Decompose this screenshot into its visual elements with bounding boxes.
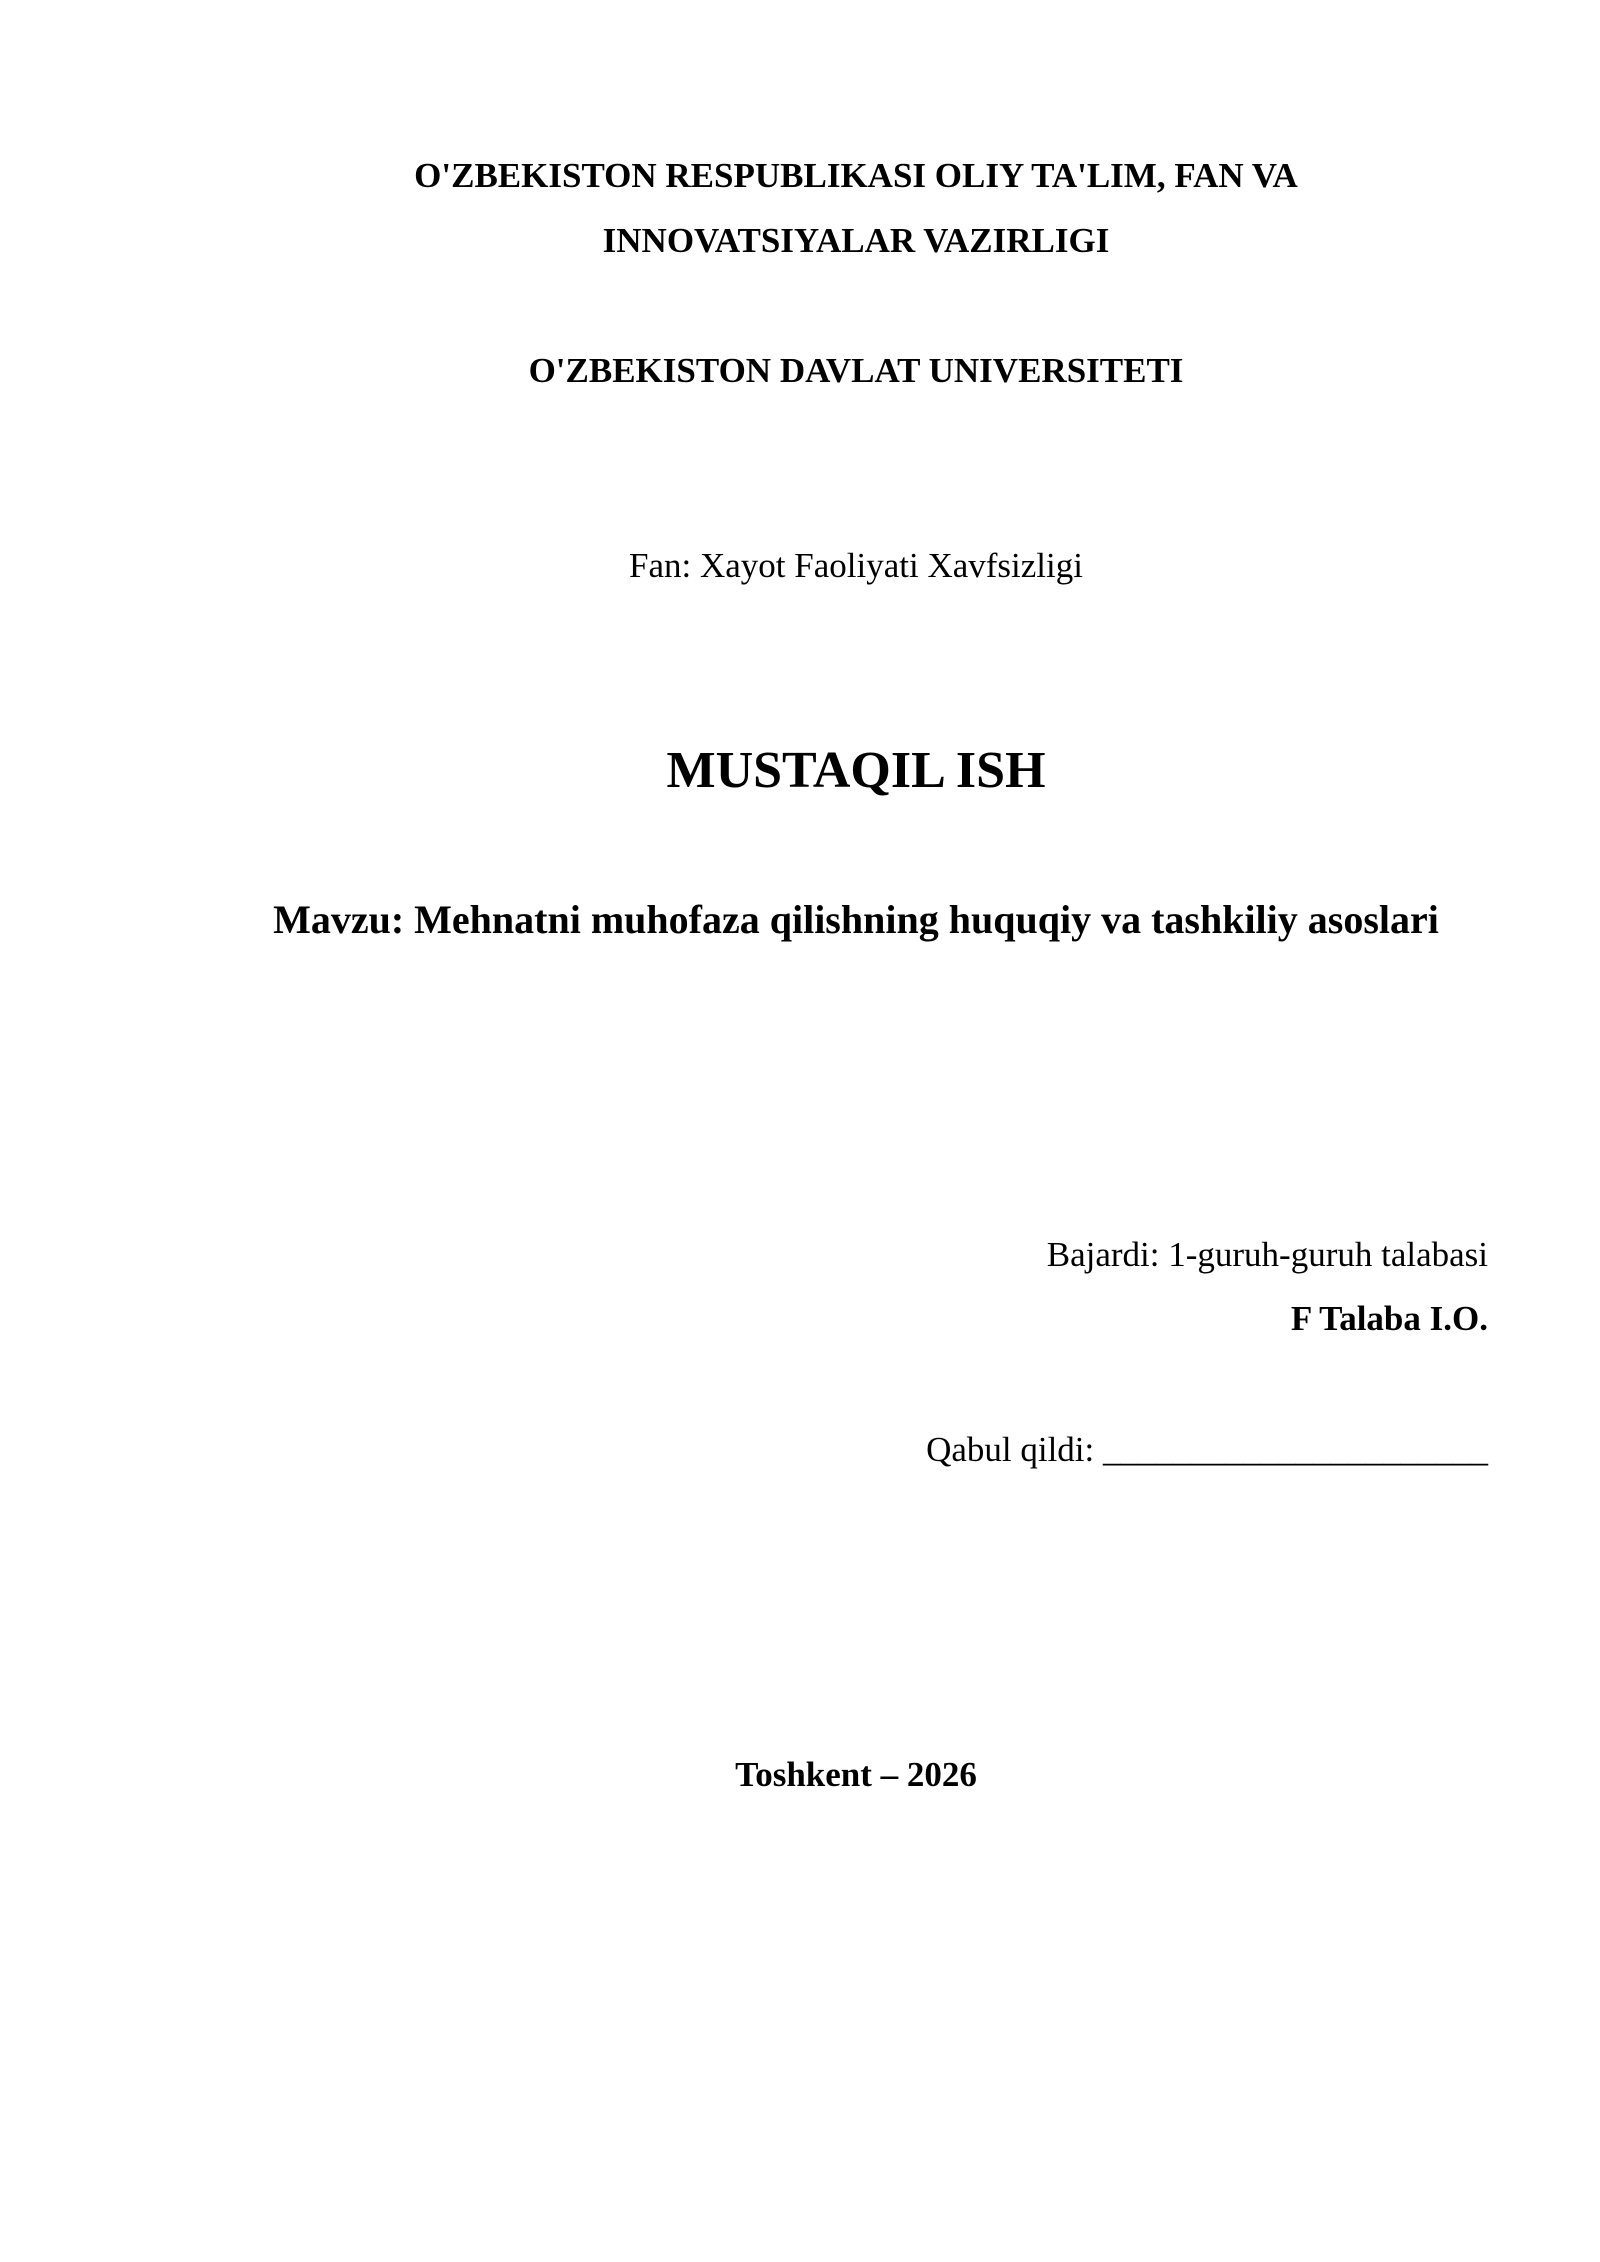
university-name: O'ZBEKISTON DAVLAT UNIVERSITETI xyxy=(528,351,1184,390)
student-name: F Talaba I.O. xyxy=(1290,1299,1488,1338)
performed-by-line: Bajardi: 1-guruh-guruh talabasi xyxy=(1046,1235,1488,1274)
subject-line: Fan: Xayot Faoliyati Xavfsizligi xyxy=(629,546,1083,585)
accepted-by-line: Qabul qildi: ______________________ xyxy=(926,1430,1488,1469)
ministry-name-line-2: INNOVATSIYALAR VAZIRLIGI xyxy=(602,221,1110,260)
ministry-name-line-1: O'ZBEKISTON RESPUBLIKASI OLIY TA'LIM, FAN VA xyxy=(414,156,1298,195)
city-year: Toshkent – 2026 xyxy=(735,1755,977,1794)
work-type-title: MUSTAQIL ISH xyxy=(666,742,1046,799)
topic-line: Mavzu: Mehnatni muhofaza qilishning huquqiy va tashkiliy asoslari xyxy=(273,897,1439,942)
